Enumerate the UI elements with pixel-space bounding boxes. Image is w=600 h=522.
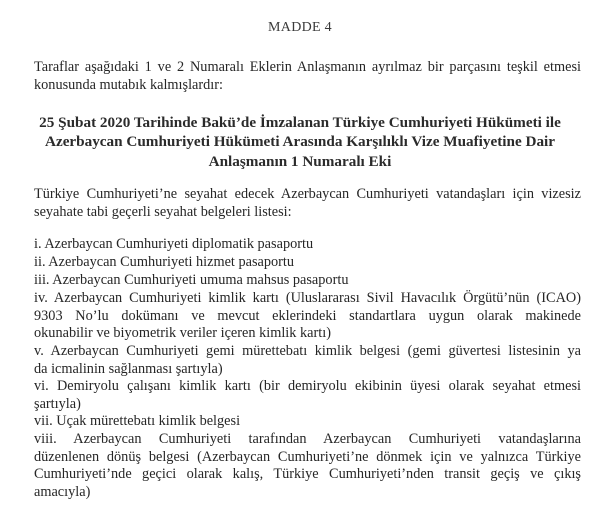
list-item-iii	[34, 272, 581, 290]
list-item-line: vi. Demiryolu çalışanı kimlik kartı (bir demiryolu ekibinin üyesi olarak seyahat etmesi	[34, 378, 581, 394]
list-item-line: Cumhuriyeti’nde geçici olarak kalış, Türkiye Cumhuriyeti’nden transit geçiş ve çıkış	[34, 466, 581, 483]
list-item-line: iv. Azerbaycan Cumhuriyeti kimlik kartı (Uluslararası Sivil Havacılık Örgütü’nün (ICAO)	[34, 290, 581, 306]
list-intro-line: seyahate tabi geçerli seyahat belgeleri listesi:	[34, 203, 292, 220]
list-item-line: amacıyla)	[34, 483, 91, 500]
list-item-ii	[34, 254, 581, 272]
intro-line: Taraflar aşağıdaki 1 ve 2 Numaralı Eklerin Anlaşmanın ayrılmaz bir parçasını teşkil etmesi	[34, 59, 581, 75]
list-item-i	[34, 236, 581, 254]
list-item-line: şartıyla)	[34, 395, 81, 412]
list-item-line: 9303 No’lu dokümanı ve mevcut eklerindeki standartlara uygun olarak makinede	[34, 307, 581, 324]
list-item-iv	[34, 290, 581, 343]
list-item-line: v. Azerbaycan Cumhuriyeti gemi mürettebatı kimlik belgesi (gemi güvertesi listesinin ya	[34, 343, 581, 359]
list-item-line: i. Azerbaycan Cumhuriyeti diplomatik pasaportu	[34, 236, 314, 252]
article-title: MADDE 4	[268, 20, 332, 35]
list-item-line: vii. Uçak mürettebatı kimlik belgesi	[34, 413, 241, 429]
list-item-vi	[34, 378, 581, 413]
list-item-line: ii. Azerbaycan Cumhuriyeti hizmet pasaportu	[34, 254, 295, 270]
list-item-v	[34, 343, 581, 378]
annex-heading-line: Azerbaycan Cumhuriyeti Hükümeti Arasında Karşılıklı Vize Muafiyetine Dair	[44, 133, 556, 151]
list-intro-paragraph	[34, 186, 581, 221]
list-item-line: da icmalinin sağlanması şartıyla)	[34, 360, 223, 377]
list-item-line: viii. Azerbaycan Cumhuriyeti tarafından Azerbaycan Cumhuriyeti vatandaşlarına	[34, 431, 581, 447]
intro-paragraph	[34, 59, 581, 94]
list-item-line: iii. Azerbaycan Cumhuriyeti umuma mahsus pasaportu	[34, 272, 349, 288]
intro-line: konusunda mutabık kalmışlardır:	[34, 76, 224, 93]
annex-heading-line: Anlaşmanın 1 Numaralı Eki	[208, 152, 392, 170]
list-item-line: okunabilir ve biyometrik veriler içeren kimlik kartı)	[34, 325, 331, 342]
annex-heading-line: 25 Şubat 2020 Tarihinde Bakü’de İmzalanan Türkiye Cumhuriyeti Hükümeti ile	[39, 114, 561, 131]
list-item-viii	[34, 431, 581, 501]
list-item-line: düzenlenen dönüş belgesi (Azerbaycan Cumhuriyeti’ne dönmek için ve yalnızca Türkiye	[34, 448, 581, 465]
list-intro-line: Türkiye Cumhuriyeti’ne seyahat edecek Azerbaycan Cumhuriyeti vatandaşları için vizesiz	[34, 186, 581, 202]
annex-heading	[0, 113, 600, 171]
list-item-vii	[34, 413, 581, 431]
